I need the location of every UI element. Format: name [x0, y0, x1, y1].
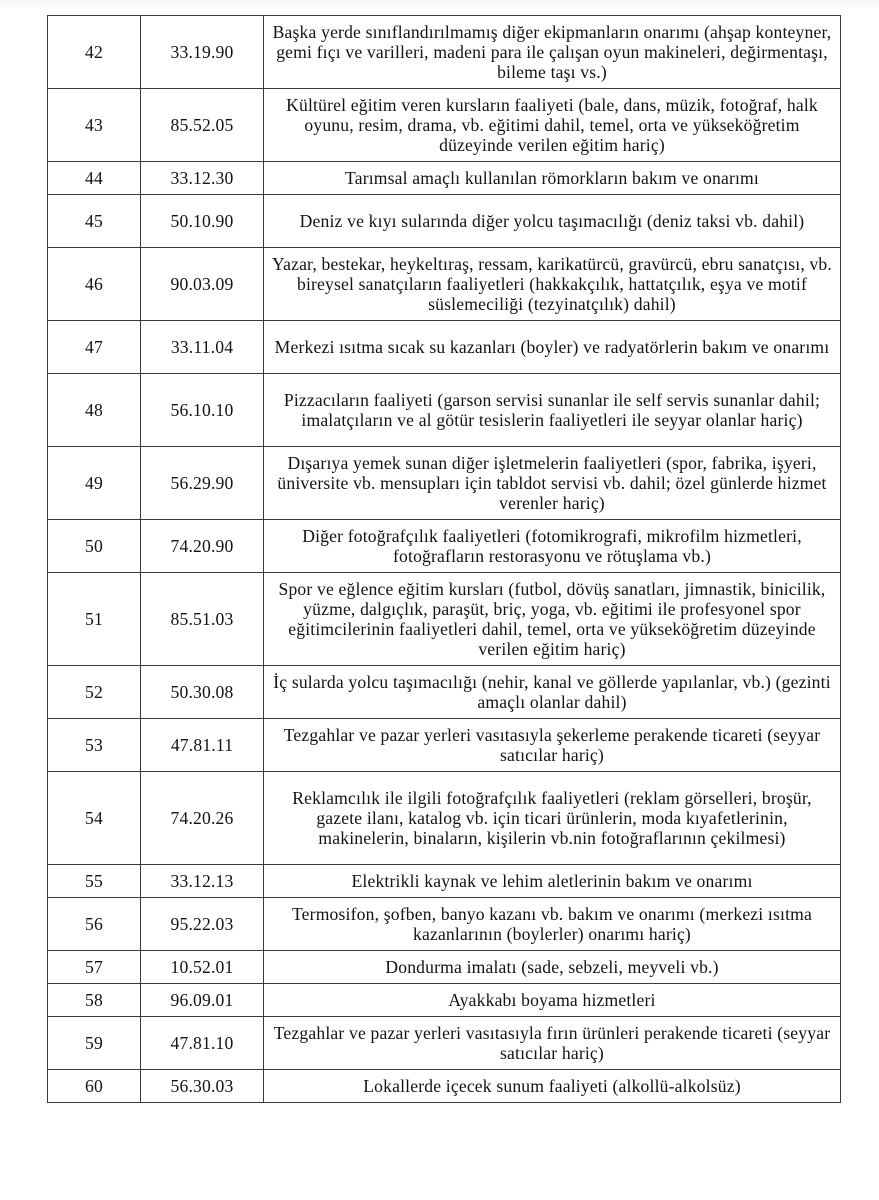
cell-sequence-number: 49	[48, 447, 141, 520]
cell-activity-code: 33.12.30	[141, 162, 264, 195]
cell-sequence-number: 48	[48, 374, 141, 447]
cell-sequence-number: 47	[48, 321, 141, 374]
cell-activity-code: 10.52.01	[141, 951, 264, 984]
table-row	[48, 447, 841, 520]
cell-sequence-number: 42	[48, 16, 141, 89]
activity-code-table	[47, 15, 841, 1103]
cell-sequence-number: 50	[48, 520, 141, 573]
cell-sequence-number: 52	[48, 666, 141, 719]
cell-activity-code: 56.30.03	[141, 1070, 264, 1103]
cell-activity-code: 74.20.90	[141, 520, 264, 573]
cell-activity-description: Tezgahlar ve pazar yerleri vasıtasıyla şekerleme perakende ticareti (seyyar satıcılar hariç)	[264, 719, 841, 772]
cell-activity-code: 47.81.11	[141, 719, 264, 772]
table-row	[48, 321, 841, 374]
table-row	[48, 1017, 841, 1070]
cell-activity-code: 33.19.90	[141, 16, 264, 89]
document-page	[47, 15, 840, 1103]
cell-activity-description: Elektrikli kaynak ve lehim aletlerinin bakım ve onarımı	[264, 865, 841, 898]
table-row	[48, 898, 841, 951]
table-row	[48, 865, 841, 898]
cell-activity-description: Reklamcılık ile ilgili fotoğrafçılık faaliyetleri (reklam görselleri, broşür, gazete ilanı, katalog vb. için ticari ürünlerin, moda kıyafetlerinin, makinelerin, binaların, kişilerin vb.nin fotoğraflarının çekilmesi)	[264, 772, 841, 865]
cell-sequence-number: 53	[48, 719, 141, 772]
cell-sequence-number: 54	[48, 772, 141, 865]
cell-activity-description: Diğer fotoğrafçılık faaliyetleri (fotomikrografi, mikrofilm hizmetleri, fotoğrafların restorasyonu ve rötuşlama vb.)	[264, 520, 841, 573]
table-row	[48, 772, 841, 865]
cell-activity-code: 56.10.10	[141, 374, 264, 447]
cell-activity-description: Tarımsal amaçlı kullanılan römorkların bakım ve onarımı	[264, 162, 841, 195]
cell-activity-description: İç sularda yolcu taşımacılığı (nehir, kanal ve göllerde yapılanlar, vb.) (gezinti amaçlı olanlar dahil)	[264, 666, 841, 719]
table-row	[48, 89, 841, 162]
cell-activity-code: 90.03.09	[141, 248, 264, 321]
cell-activity-description: Dondurma imalatı (sade, sebzeli, meyveli vb.)	[264, 951, 841, 984]
cell-sequence-number: 56	[48, 898, 141, 951]
table-row	[48, 984, 841, 1017]
table-row	[48, 520, 841, 573]
table-row	[48, 374, 841, 447]
cell-activity-code: 47.81.10	[141, 1017, 264, 1070]
cell-activity-code: 85.51.03	[141, 573, 264, 666]
cell-sequence-number: 51	[48, 573, 141, 666]
cell-activity-description: Başka yerde sınıflandırılmamış diğer ekipmanların onarımı (ahşap konteyner, gemi fıçı ve varilleri, madeni para ile çalışan oyun makineleri, değirmentaşı, bileme taşı vs.)	[264, 16, 841, 89]
table-body	[48, 16, 841, 1103]
cell-sequence-number: 43	[48, 89, 141, 162]
cell-sequence-number: 46	[48, 248, 141, 321]
cell-sequence-number: 58	[48, 984, 141, 1017]
cell-sequence-number: 44	[48, 162, 141, 195]
cell-sequence-number: 60	[48, 1070, 141, 1103]
cell-sequence-number: 55	[48, 865, 141, 898]
cell-activity-description: Yazar, bestekar, heykeltıraş, ressam, karikatürcü, gravürcü, ebru sanatçısı, vb. bireysel sanatçıların faaliyetleri (hakkakçılık, hattatçılık, eşya ve motif süslemeciliği (tezyinatçılık) dahil)	[264, 248, 841, 321]
cell-activity-code: 95.22.03	[141, 898, 264, 951]
table-row	[48, 1070, 841, 1103]
table-row	[48, 719, 841, 772]
cell-activity-description: Kültürel eğitim veren kursların faaliyeti (bale, dans, müzik, fotoğraf, halk oyunu, resim, drama, vb. eğitimi dahil, temel, orta ve yükseköğretim düzeyinde verilen eğitim hariç)	[264, 89, 841, 162]
cell-activity-code: 96.09.01	[141, 984, 264, 1017]
table-row	[48, 573, 841, 666]
cell-activity-code: 56.29.90	[141, 447, 264, 520]
table-row	[48, 666, 841, 719]
cell-activity-description: Ayakkabı boyama hizmetleri	[264, 984, 841, 1017]
table-row	[48, 195, 841, 248]
cell-activity-description: Merkezi ısıtma sıcak su kazanları (boyler) ve radyatörlerin bakım ve onarımı	[264, 321, 841, 374]
cell-activity-description: Dışarıya yemek sunan diğer işletmelerin faaliyetleri (spor, fabrika, işyeri, üniversite vb. mensupları için tabldot servisi vb. dahil; özel günlerde hizmet verenler hariç)	[264, 447, 841, 520]
table-row	[48, 248, 841, 321]
cell-sequence-number: 59	[48, 1017, 141, 1070]
cell-sequence-number: 45	[48, 195, 141, 248]
table-row	[48, 162, 841, 195]
cell-activity-description: Spor ve eğlence eğitim kursları (futbol, dövüş sanatları, jimnastik, binicilik, yüzme, dalgıçlık, paraşüt, briç, yoga, vb. eğitimi ile profesyonel spor eğitimcilerinin faaliyetleri dahil, temel, orta ve yükseköğretim düzeyinde verilen eğitim hariç)	[264, 573, 841, 666]
cell-activity-code: 33.11.04	[141, 321, 264, 374]
table-row	[48, 951, 841, 984]
page-top-scan-band	[0, 0, 879, 10]
cell-activity-code: 74.20.26	[141, 772, 264, 865]
cell-activity-code: 33.12.13	[141, 865, 264, 898]
cell-activity-description: Termosifon, şofben, banyo kazanı vb. bakım ve onarımı (merkezi ısıtma kazanlarının (boylerler) onarımı hariç)	[264, 898, 841, 951]
cell-activity-description: Pizzacıların faaliyeti (garson servisi sunanlar ile self servis sunanlar dahil; imalatçıların ve al götür tesislerin faaliyetleri ile seyyar olanlar hariç)	[264, 374, 841, 447]
cell-activity-code: 50.10.90	[141, 195, 264, 248]
cell-activity-code: 50.30.08	[141, 666, 264, 719]
cell-activity-description: Deniz ve kıyı sularında diğer yolcu taşımacılığı (deniz taksi vb. dahil)	[264, 195, 841, 248]
cell-sequence-number: 57	[48, 951, 141, 984]
cell-activity-description: Lokallerde içecek sunum faaliyeti (alkollü-alkolsüz)	[264, 1070, 841, 1103]
cell-activity-code: 85.52.05	[141, 89, 264, 162]
table-row	[48, 16, 841, 89]
cell-activity-description: Tezgahlar ve pazar yerleri vasıtasıyla fırın ürünleri perakende ticareti (seyyar satıcılar hariç)	[264, 1017, 841, 1070]
